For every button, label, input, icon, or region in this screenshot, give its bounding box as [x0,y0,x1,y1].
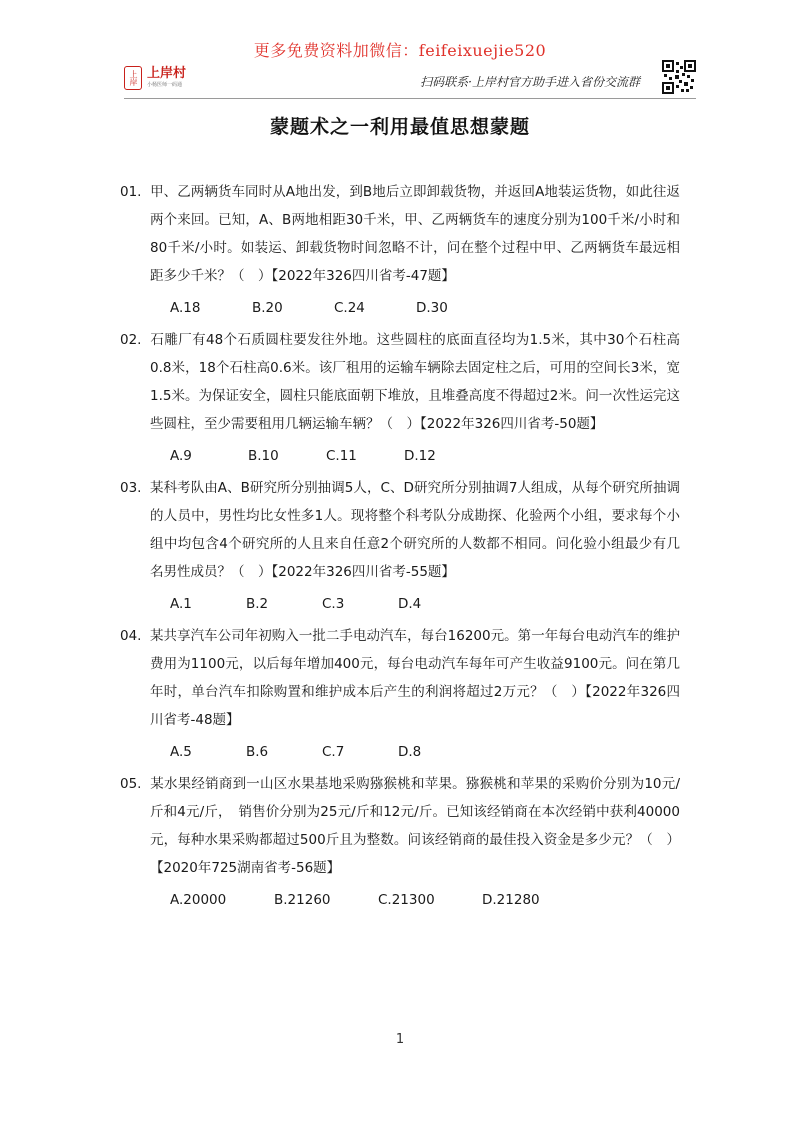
page-number: 1 [395,1032,405,1047]
option-b: B.2 [246,596,269,612]
question-item [120,178,680,322]
option-d: D.21280 [482,892,540,908]
logo [124,66,186,90]
question-number: 02. [120,332,142,348]
logo-seal: 上岸 [124,66,142,90]
option-d: D.12 [404,448,436,464]
option-a: A.5 [170,744,192,760]
question-number: 01. [120,184,142,200]
answer-options [120,590,680,618]
logo-name: 上岸村 [147,66,187,81]
answer-options [120,738,680,766]
question-text: 甲、乙两辆货车同时从A地出发，到B地后立即卸载货物，并返回A地装运货物，如此往返两个来回。已知，A、B两地相距30千米，甲、乙两辆货车的速度分别为100千米/小时和80千米/小时。如装运、卸载货物时间忽略不计，问在整个过程中甲、乙两辆货车最远相距多少千米？（ ）【2022年326四川省考-47题】 [150,184,680,284]
option-c: C.21300 [378,892,435,908]
option-c: C.7 [322,744,345,760]
option-c: C.11 [326,448,357,464]
option-a: A.1 [170,596,192,612]
answer-options [120,442,680,470]
logo-slogan: 小杨医师一码通 [147,82,183,88]
question-item [120,326,680,470]
contact-text: 扫码联系·上岸村官方助手进入省份交流群 [420,75,640,89]
question-list [120,178,680,918]
option-b: B.6 [246,744,269,760]
question-text: 石雕厂有48个石质圆柱要发往外地。这些圆柱的底面直径均为1.5米，其中30个石柱高0.8米，18个石柱高0.6米。该厂租用的运输车辆除去固定柱之后，可用的空间长3米，宽1.5米。为保证安全，圆柱只能底面朝下堆放，且堆叠高度不得超过2米。问一次性运完这些圆柱，至少需要租用几辆运输车辆？（ ）【2022年326四川省考-50题】 [150,332,680,432]
option-b: B.21260 [274,892,331,908]
option-a: A.20000 [170,892,227,908]
qr-code-icon [662,60,696,94]
question-number: 03. [120,480,142,496]
answer-options [120,294,680,322]
question-text: 某科考队由A、B研究所分别抽调5人，C、D研究所分别抽调7人组成，从每个研究所抽调的人员中，男性均比女性多1人。现将整个科考队分成勘探、化验两个小组，要求每个小组中均包含4个研究所的人且来自任意2个研究所的人数都不相同。问化验小组最少有几名男性成员？（ ）【2022年326四川省考-55题】 [150,480,680,580]
option-b: B.10 [248,448,279,464]
page-header [124,60,696,98]
option-d: D.8 [398,744,422,760]
question-text: 某水果经销商到一山区水果基地采购猕猴桃和苹果。猕猴桃和苹果的采购价分别为10元/斤和4元/斤， 销售价分别为25元/斤和12元/斤。已知该经销商在本次经销中获利40000元，每种水果采购都超过500斤且为整数。问该经销商的最佳投入资金是多少元？（ ）【2020年725湖南省考-56题】 [150,776,680,876]
option-d: D.4 [398,596,422,612]
option-a: A.18 [170,300,201,316]
option-a: A.9 [170,448,192,464]
answer-options [120,886,680,914]
option-c: C.24 [334,300,365,316]
watermark-text: 更多免费资料加微信：feifeixuejie520 [253,41,547,60]
page-title: 蒙题术之一利用最值思想蒙题 [269,116,530,138]
question-number: 04. [120,628,142,644]
question-item [120,474,680,618]
question-item [120,622,680,766]
header-divider [124,98,696,99]
option-d: D.30 [416,300,448,316]
question-number: 05. [120,776,142,792]
option-b: B.20 [252,300,283,316]
question-item [120,770,680,914]
option-c: C.3 [322,596,345,612]
question-text: 某共享汽车公司年初购入一批二手电动汽车，每台16200元。第一年每台电动汽车的维护费用为1100元，以后每年增加400元，每台电动汽车每年可产生收益9100元。问在第几年时，单台汽车扣除购置和维护成本后产生的利润将超过2万元？（ ）【2022年326四川省考-48题】 [150,628,680,728]
